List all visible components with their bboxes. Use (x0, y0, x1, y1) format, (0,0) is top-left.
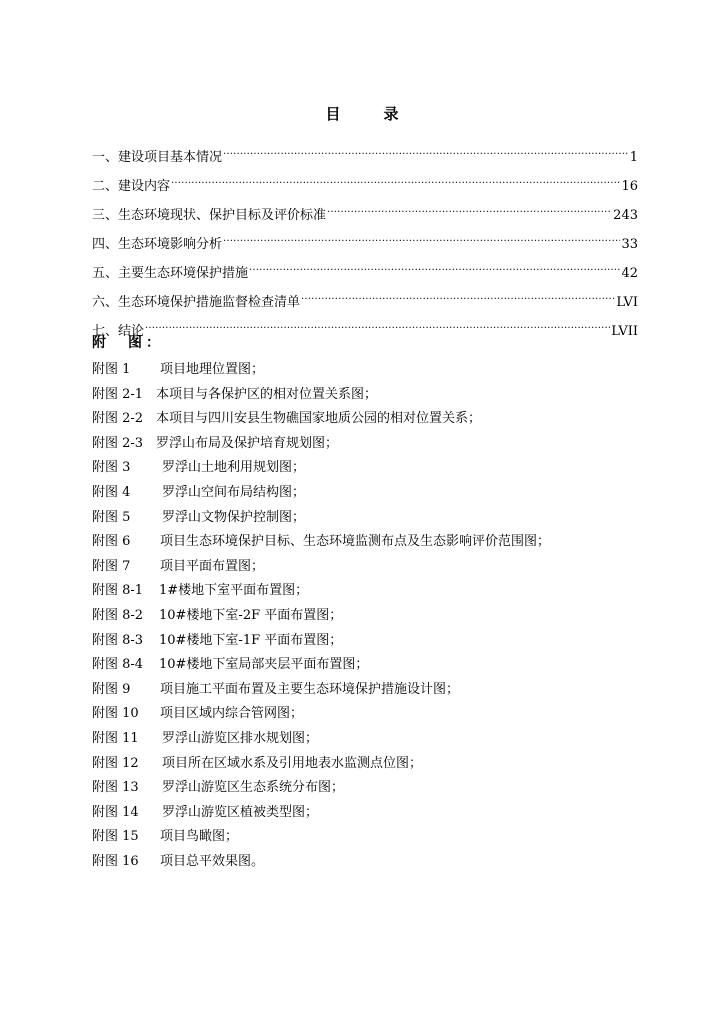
figure-description: 项目地理位置图； (160, 362, 265, 377)
figure-number: 附图 2-1 (92, 386, 144, 402)
figure-description: 1#楼地下室平面布置图； (159, 583, 309, 599)
figure-number: 附图 15 (92, 829, 139, 845)
figure-description: 项目生态环境保护目标、生态环境监测布点及生态影响评价范围图； (160, 534, 551, 550)
toc-leader-dots (327, 190, 612, 219)
figure-item (92, 456, 652, 481)
figure-item (92, 629, 652, 654)
figure-description: 罗浮山游览区排水规划图； (162, 730, 319, 746)
figure-item (92, 530, 652, 555)
toc-entry-page: LVII (611, 324, 638, 339)
figure-description: 本项目与各保护区的相对位置关系图； (156, 386, 378, 402)
toc-leader-dots (249, 248, 620, 277)
figure-number: 附图 8-1 (92, 583, 144, 599)
figure-number: 附图 8-3 (92, 632, 144, 648)
toc-leader-dots (145, 306, 610, 335)
toc-entry[interactable] (92, 306, 638, 339)
toc-entry-page: LVI (616, 295, 638, 310)
figure-description: 项目所在区域水系及引用地表水监测点位图； (162, 755, 423, 771)
figure-number: 附图 1 (92, 362, 131, 377)
toc-entry-page: 42 (621, 266, 638, 281)
figure-item (92, 579, 652, 604)
figure-description: 罗浮山布局及保护培育规划图； (156, 435, 339, 451)
toc-entry-label: 六、生态环境保护措施监督检查清单 (92, 295, 301, 310)
toc-entry-page: 1 (629, 150, 638, 165)
figure-description: 10#楼地下室-2F 平面布置图； (159, 607, 343, 623)
figure-number: 附图 14 (92, 804, 139, 820)
figure-item (92, 653, 652, 678)
toc-leader-dots (301, 277, 615, 306)
figure-item (92, 678, 652, 703)
figure-item (92, 432, 652, 457)
toc-entry-label: 二、建设内容 (92, 179, 171, 194)
figure-description: 本项目与四川安县生物礁国家地质公园的相对位置关系； (156, 411, 482, 427)
figure-description: 项目平面布置图； (160, 558, 265, 574)
toc-entry[interactable] (92, 132, 638, 165)
figure-description: 罗浮山空间布局结构图； (162, 484, 306, 500)
figure-number: 附图 5 (92, 509, 131, 525)
figure-number: 附图 7 (92, 558, 131, 574)
figure-description: 10#楼地下室-1F 平面布置图； (159, 632, 343, 648)
toc-entry-label: 七、结论 (92, 324, 145, 339)
figure-item (92, 702, 652, 727)
figure-number: 附图 16 (92, 853, 139, 869)
figure-number: 附图 6 (92, 534, 131, 550)
figure-item (92, 383, 652, 408)
figure-item (92, 481, 652, 506)
toc-entry-label: 五、主要生态环境保护措施 (92, 266, 249, 281)
figure-number: 附图 8-4 (92, 657, 144, 673)
figure-description: 项目区域内综合管网图； (160, 706, 304, 722)
toc-entry[interactable] (92, 161, 638, 194)
figure-description: 罗浮山文物保护控制图； (162, 509, 306, 525)
figure-description: 罗浮山土地利用规划图； (162, 460, 306, 476)
toc-entry-page: 16 (621, 179, 638, 194)
toc-entry-label: 四、生态环境影响分析 (92, 237, 223, 252)
figure-number: 附图 2-3 (92, 435, 144, 451)
figure-list (92, 358, 652, 874)
figure-number: 附图 9 (92, 681, 131, 697)
figure-number: 附图 2-2 (92, 411, 144, 427)
toc-leader-dots (171, 161, 620, 190)
toc-entry-page: 243 (613, 208, 638, 223)
figure-item (92, 776, 652, 801)
toc-entry[interactable] (92, 190, 638, 223)
toc-entry-label: 一、建设项目基本情况 (92, 150, 223, 165)
figure-description: 罗浮山游览区生态系统分布图； (162, 780, 345, 796)
figure-number: 附图 3 (92, 460, 131, 476)
figure-number: 附图 13 (92, 780, 139, 796)
figure-item (92, 801, 652, 826)
figure-item (92, 850, 652, 875)
figure-item (92, 506, 652, 531)
figure-number: 附图 12 (92, 755, 139, 771)
figure-item (92, 555, 652, 580)
figure-description: 项目施工平面布置及主要生态环境保护措施设计图； (160, 681, 460, 697)
figure-description: 10#楼地下室局部夹层平面布置图； (159, 657, 369, 673)
toc-entry-page: 33 (621, 237, 638, 252)
figure-number: 附图 10 (92, 706, 139, 722)
figure-item (92, 825, 652, 850)
figure-item (92, 358, 652, 383)
figure-number: 附图 4 (92, 484, 131, 500)
figure-item (92, 727, 652, 752)
toc-leader-dots (223, 132, 629, 161)
appendix-heading: 附 图： (92, 335, 164, 351)
figure-description: 罗浮山游览区植被类型图； (162, 804, 319, 820)
table-of-contents (92, 132, 638, 339)
figure-number: 附图 11 (92, 730, 139, 746)
toc-entry-label: 三、生态环境现状、保护目标及评价标准 (92, 208, 327, 223)
page-title: 目 录 (325, 105, 413, 123)
toc-leader-dots (223, 219, 620, 248)
figure-item (92, 407, 652, 432)
figure-item (92, 604, 652, 629)
figure-item (92, 752, 652, 777)
figure-description: 项目鸟瞰图； (160, 829, 239, 845)
figure-description: 项目总平效果图。 (160, 853, 265, 869)
figure-number: 附图 8-2 (92, 607, 144, 623)
